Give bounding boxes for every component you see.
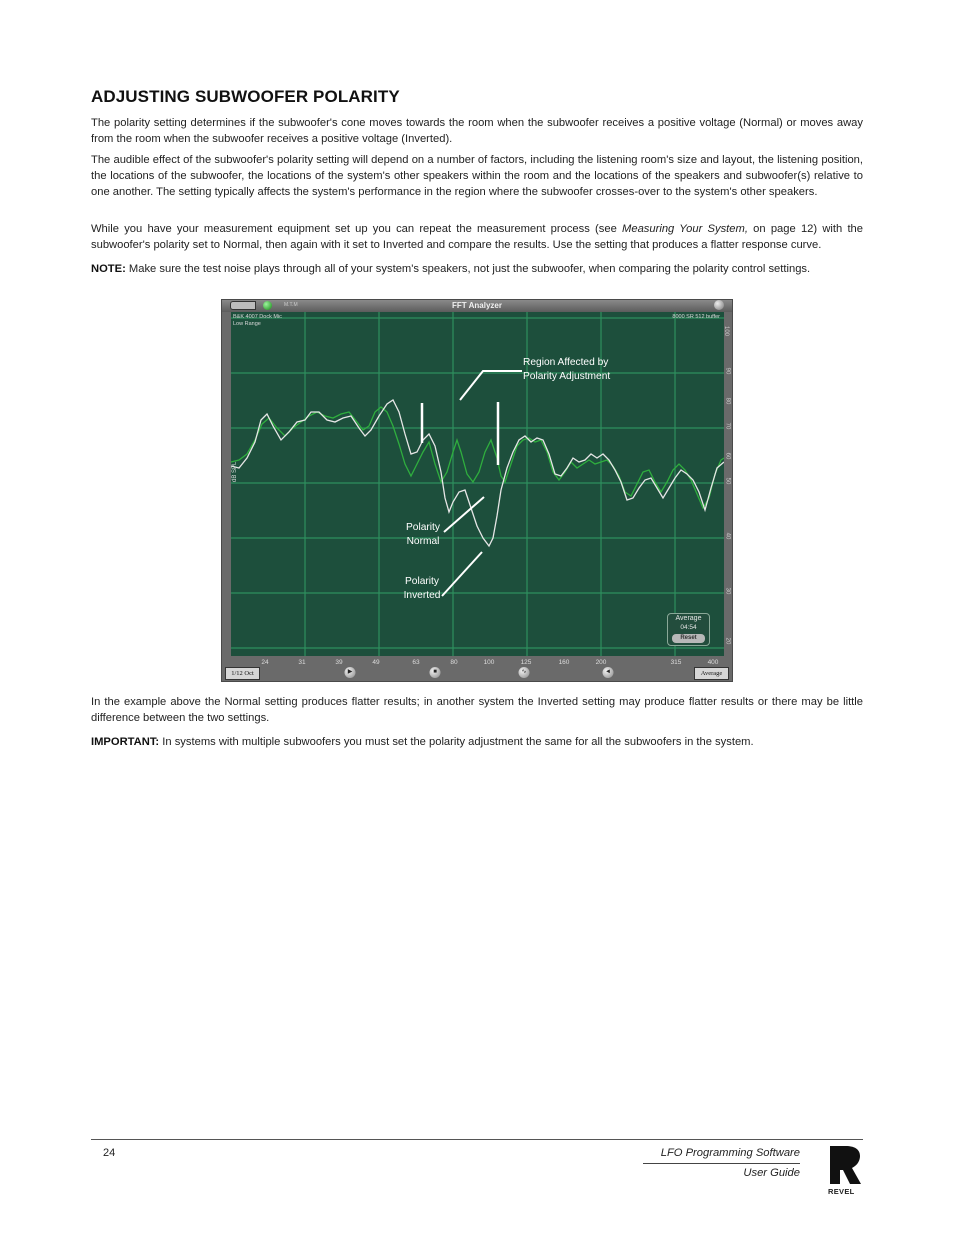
- y-tick-label: 60: [724, 452, 731, 460]
- annotation-lines: [222, 300, 734, 683]
- buffer-label: 8000 SR 512 buffer: [672, 314, 720, 320]
- x-tick-label: 125: [520, 659, 532, 666]
- y-tick-label: 100: [722, 325, 729, 337]
- fft-analyzer-figure: [221, 299, 733, 682]
- y-tick-label: 80: [724, 397, 731, 405]
- average-elapsed-time: 04:54: [680, 624, 697, 631]
- y-tick-label: 20: [724, 637, 731, 645]
- analyzer-title: FFT Analyzer: [452, 301, 502, 310]
- x-tick-label: 100: [483, 659, 495, 666]
- average-panel-title: Average: [675, 615, 702, 622]
- resolution-button[interactable]: 1/12 Oct: [225, 667, 260, 680]
- note-text: Make sure the test noise plays through all of your system's speakers, not just the subwoofer, when comparing the polarity control settings.: [125, 263, 811, 275]
- note-label: NOTE:: [91, 263, 126, 275]
- page-title: ADJUSTING SUBWOOFER POLARITY: [91, 87, 400, 106]
- y-tick-label: 40: [724, 532, 731, 540]
- footer-doc-subtitle: User Guide: [743, 1167, 800, 1179]
- annotation-inverted: [391, 575, 453, 603]
- page-number: 24: [103, 1147, 116, 1159]
- x-tick-label: 400: [707, 659, 719, 666]
- speaker-icon[interactable]: ◄: [603, 667, 614, 678]
- x-tick-label: 63: [412, 659, 420, 666]
- annotation-inverted-line-2: Inverted: [403, 590, 441, 601]
- important-label: IMPORTANT:: [91, 736, 160, 748]
- y-tick-label: 70: [724, 422, 731, 430]
- paragraph-measurement-process: [91, 222, 863, 254]
- footer-rule: [91, 1139, 863, 1140]
- range-label: Low Range: [233, 321, 261, 327]
- y-tick-label: 90: [724, 367, 731, 375]
- reset-button[interactable]: Reset: [672, 634, 705, 643]
- x-tick-label: 31: [298, 659, 306, 666]
- footer-doc-name: LFO Programming Software: [643, 1144, 800, 1164]
- annotation-region-line-2: Polarity Adjustment: [523, 371, 611, 382]
- play-icon[interactable]: ▶: [345, 667, 356, 678]
- revel-logo-text: REVEL: [828, 1187, 855, 1196]
- y-axis-label: dB SPL: [232, 461, 238, 482]
- paragraph-example-results: In the example above the Normal setting produces flatter results; in another system the Inverted setting may produce flatter results or there may be little difference between the two settings.: [91, 696, 863, 724]
- measurement-text-before: While you have your measurement equipment set up you can repeat the measurement process (see: [91, 223, 623, 235]
- annotation-region-line-1: Region Affected by: [523, 357, 609, 368]
- y-tick-label: 50: [724, 477, 731, 485]
- measurement-text-after: on page 12) with the subwoofer's polarity set to Normal, then again with it set to Inverted and compare the results. Use the setting that produces a flatter response curve.: [91, 223, 864, 251]
- stop-icon[interactable]: ■: [430, 667, 441, 678]
- x-tick-label: 160: [558, 659, 570, 666]
- x-tick-label: 49: [372, 659, 380, 666]
- paragraph-audible-effect: The audible effect of the subwoofer's polarity setting will depend on a number of factors, including the listening room's size and layout, the listening position, the locations of the subwoofer, the locations of the system's other speakers within the room and the locations of the speakers and subwoofer(s) relative to one another. The setting typically affects the system's performance in the region where the subwoofer crosses-over to the system's other speakers.: [91, 154, 863, 198]
- important-paragraph: [91, 735, 863, 751]
- analyzer-tiny-label: M.T.M: [284, 302, 298, 308]
- x-tick-label: 39: [335, 659, 343, 666]
- x-tick-label: 200: [595, 659, 607, 666]
- annotation-normal: [392, 521, 454, 549]
- x-tick-label: 80: [450, 659, 458, 666]
- y-tick-label: 30: [724, 587, 731, 595]
- annotation-normal-line-2: Normal: [406, 536, 440, 547]
- region-pointer-line: [460, 371, 522, 400]
- x-tick-label: 315: [670, 659, 682, 666]
- annotation-inverted-line-1: Polarity: [405, 576, 439, 587]
- paragraph-polarity-definition: The polarity setting determines if the subwoofer's cone moves towards the room when the subwoofer receives a positive voltage (Normal) or moves away from the room when the subwoofer receives a positive voltage (Inverted).: [91, 117, 863, 145]
- x-tick-label: 24: [261, 659, 269, 666]
- mic-label: B&K 4007 Dock Mic: [233, 314, 282, 320]
- important-text: In systems with multiple subwoofers you must set the polarity adjustment the same for all the subwoofers in the system.: [159, 736, 754, 748]
- annotation-region: [523, 356, 610, 384]
- annotation-normal-line-1: Polarity: [406, 522, 440, 533]
- note-paragraph: [91, 262, 863, 278]
- footer-doc-title: [643, 1144, 800, 1183]
- average-button[interactable]: Average: [694, 667, 729, 680]
- measuring-your-system-reference: Measuring Your System,: [622, 223, 748, 235]
- waveform-icon[interactable]: ∿: [519, 667, 530, 678]
